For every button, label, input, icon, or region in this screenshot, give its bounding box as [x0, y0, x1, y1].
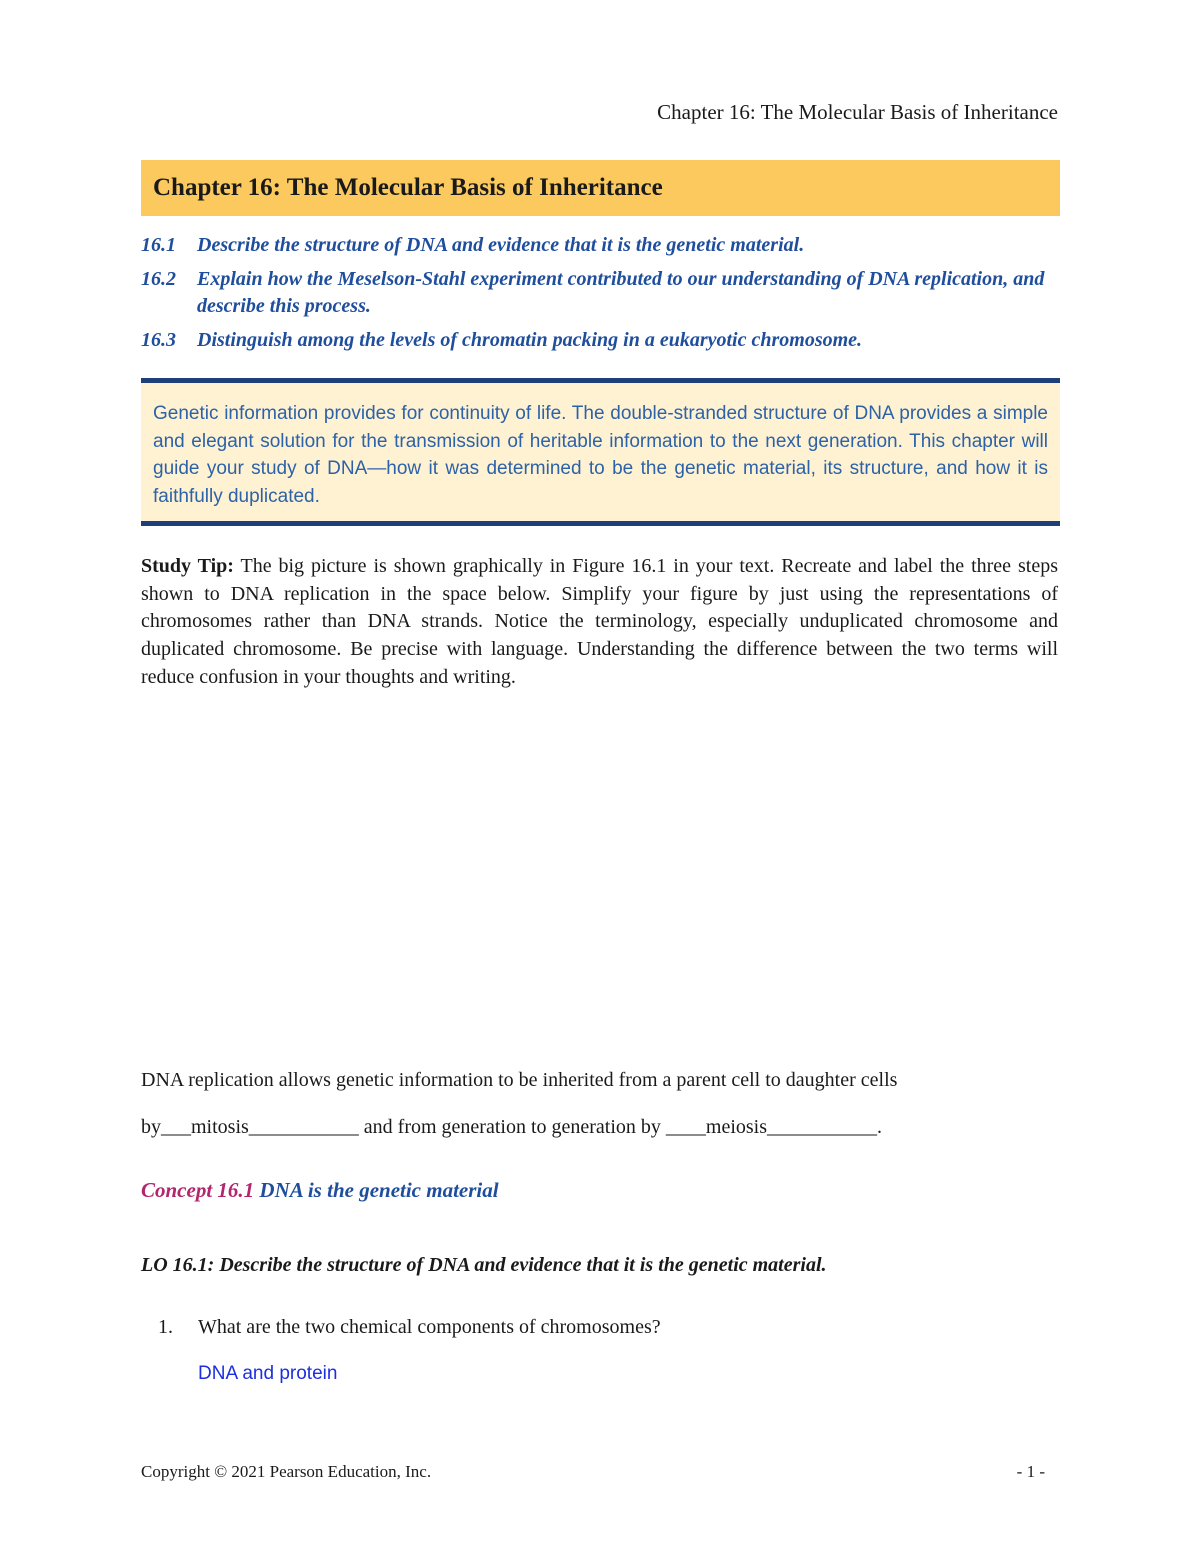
objective-number: 16.2 — [141, 268, 176, 290]
replication-sentence-line2: by___mitosis___________ and from generation to generation by ____meiosis___________. — [141, 1116, 883, 1138]
question-number: 1. — [158, 1316, 173, 1338]
objective-item — [141, 327, 1060, 354]
question-text: What are the two chemical components of chromosomes? — [198, 1316, 661, 1338]
intro-box — [141, 378, 1060, 526]
concept-title: DNA is the genetic material — [254, 1178, 499, 1202]
footer-copyright: Copyright © 2021 Pearson Education, Inc. — [141, 1462, 432, 1481]
question-item — [158, 1316, 661, 1339]
study-tip-text: The big picture is shown graphically in Figure 16.1 in your text. Recreate and label the three steps shown to DNA replication in the space below. Simplify your figure by just using the representations of chromosomes rather than DNA strands. Notice the terminology, especially unduplicated chromosome and duplicated chromosome. Be precise with language. Understanding the difference between the two terms will reduce confusion in your thoughts and writing. — [141, 555, 1058, 688]
replication-sentence-line1: DNA replication allows genetic information to be inherited from a parent cell to daughter cells — [141, 1069, 898, 1091]
chapter-title-bar — [141, 160, 1060, 216]
objective-item — [141, 266, 1060, 320]
learning-objectives — [141, 232, 1060, 361]
objective-number: 16.3 — [141, 329, 176, 351]
concept-label: Concept 16.1 — [141, 1178, 255, 1202]
footer-page-number: - 1 - — [1016, 1462, 1045, 1481]
objective-text: Explain how the Meselson-Stahl experiment contributed to our understanding of DNA replication, and describe this process. — [197, 268, 1045, 317]
study-tip-label: Study Tip: — [141, 555, 234, 577]
learning-objective-heading: LO 16.1: Describe the structure of DNA and evidence that it is the genetic material. — [141, 1254, 827, 1276]
objective-number: 16.1 — [141, 234, 176, 256]
objective-item — [141, 232, 1060, 259]
objective-text: Distinguish among the levels of chromatin packing in a eukaryotic chromosome. — [197, 329, 863, 351]
chapter-title: Chapter 16: The Molecular Basis of Inheritance — [153, 174, 663, 201]
intro-text: Genetic information provides for continuity of life. The double-stranded structure of DNA provides a simple and elegant solution for the transmission of heritable information to the next generation. This chapter will guide your study of DNA—how it was determined to be the genetic material, its structure, and how it is faithfully duplicated. — [153, 403, 1048, 507]
running-header: Chapter 16: The Molecular Basis of Inheritance — [657, 100, 1058, 124]
question-answer: DNA and protein — [198, 1363, 338, 1384]
objective-text: Describe the structure of DNA and evidence that it is the genetic material. — [197, 234, 805, 256]
study-tip — [141, 553, 1058, 692]
concept-heading — [141, 1178, 499, 1203]
